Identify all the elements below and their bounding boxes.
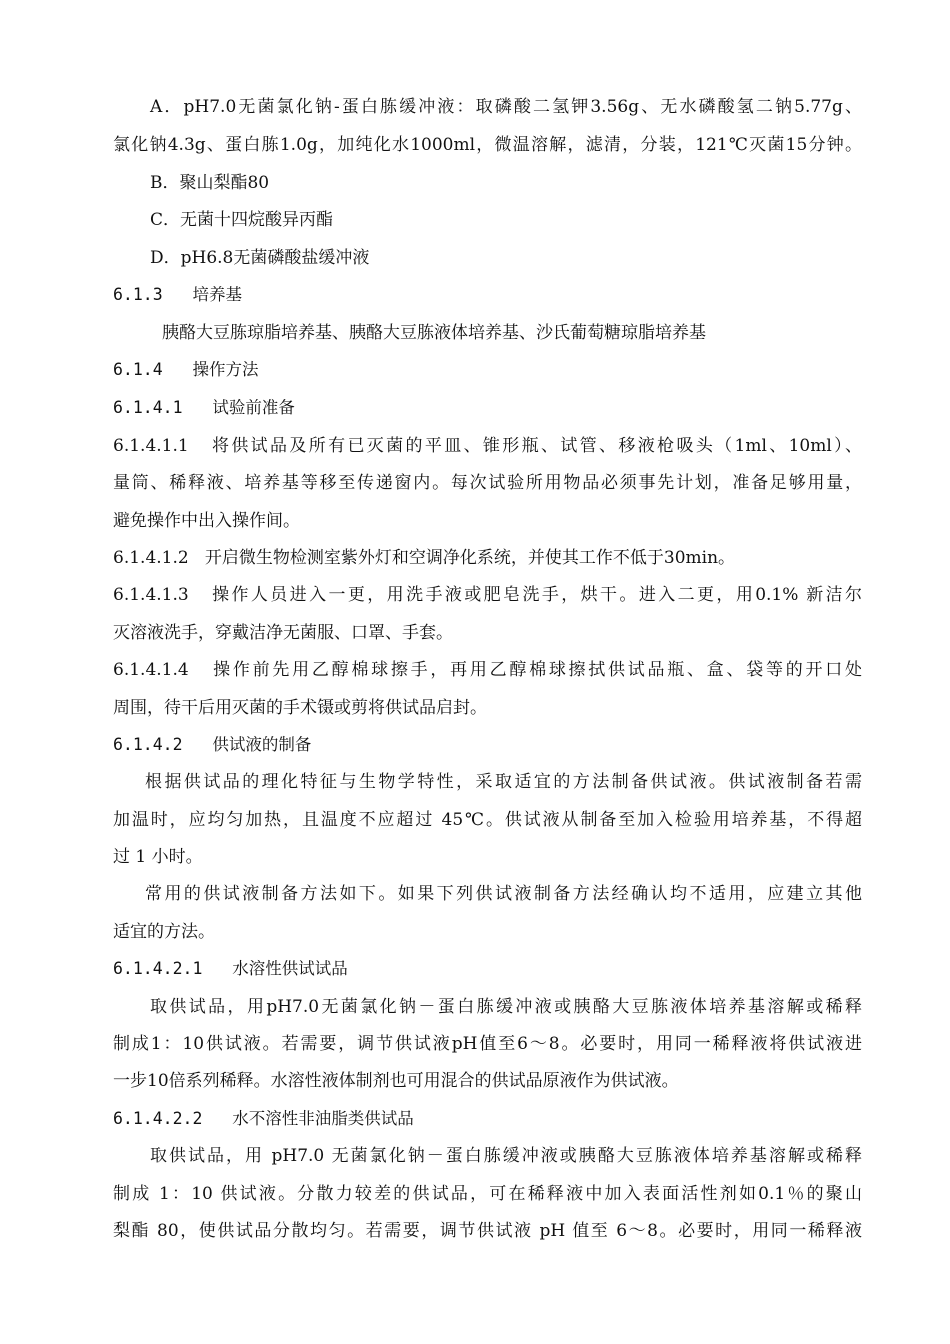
text-line: C．无菌十四烷酸异丙酯 bbox=[150, 210, 334, 230]
text-line: 取供试品，用 pH7.0 无菌氯化钠－蛋白胨缓冲液或胰酪大豆胨液体培养基溶解或稀释 bbox=[150, 1146, 862, 1166]
text-line: 6.1.4.1.4 操作前先用乙醇棉球擦手，再用乙醇棉球擦拭供试品瓶、盒、袋等的开口处 bbox=[113, 660, 862, 680]
text-line: 取供试品，用pH7.0无菌氯化钠－蛋白胨缓冲液或胰酪大豆胨液体培养基溶解或稀释 bbox=[150, 997, 862, 1017]
section-heading: 6.1.3 培养基 bbox=[113, 285, 242, 304]
section-heading: 6.1.4.2.1 水溶性供试试品 bbox=[113, 959, 348, 978]
text-line: 一步10倍系列稀释。水溶性液体制剂也可用混合的供试品原液作为供试液。 bbox=[113, 1071, 679, 1091]
text-line: 6.1.4.1.3 操作人员进入一更，用洗手液或肥皂洗手，烘干。进入二更，用0.1% 新洁尔 bbox=[113, 585, 862, 605]
text-line: D．pH6.8无菌磷酸盐缓冲液 bbox=[150, 248, 370, 268]
text-line: 周围，待干后用灭菌的手术镊或剪将供试品启封。 bbox=[113, 698, 487, 718]
text-line: 量筒、稀释液、培养基等移至传递窗内。每次试验所用物品必须事先计划，准备足够用量， bbox=[113, 473, 862, 493]
text-line: 胰酪大豆胨琼脂培养基、胰酪大豆胨液体培养基、沙氏葡萄糖琼脂培养基 bbox=[162, 323, 706, 343]
text-line: A．pH7.0无菌氯化钠-蛋白胨缓冲液：取磷酸二氢钾3.56g、无水磷酸氢二钠5.77g、 bbox=[150, 97, 862, 117]
text-line: 灭溶液洗手，穿戴洁净无菌服、口罩、手套。 bbox=[113, 623, 453, 643]
text-line: 常用的供试液制备方法如下。如果下列供试液制备方法经确认均不适用，应建立其他 bbox=[145, 884, 862, 904]
section-heading: 6.1.4.1 试验前准备 bbox=[113, 398, 295, 417]
text-line: 6.1.4.1.2 开启微生物检测室紫外灯和空调净化系统，并使其工作不低于30min。 bbox=[113, 548, 736, 568]
text-line: 避免操作中出入操作间。 bbox=[113, 511, 300, 531]
text-line: 过 1 小时。 bbox=[113, 847, 203, 867]
text-line: 制成1：10供试液。若需要，调节供试液pH值至6～8。必要时，用同一稀释液将供试液进 bbox=[113, 1034, 862, 1054]
text-line: 6.1.4.1.1 将供试品及所有已灭菌的平皿、锥形瓶、试管、移液枪吸头（1ml、10ml）、 bbox=[113, 436, 862, 456]
section-heading: 6.1.4 操作方法 bbox=[113, 360, 259, 379]
text-line: 制成 1：10 供试液。分散力较差的供试品，可在稀释液中加入表面活性剂如0.1％的聚山 bbox=[113, 1184, 862, 1204]
text-line: 根据供试品的理化特征与生物学特性，采取适宜的方法制备供试液。供试液制备若需 bbox=[145, 772, 862, 792]
section-heading: 6.1.4.2 供试液的制备 bbox=[113, 735, 312, 754]
text-line: 加温时，应均匀加热，且温度不应超过 45℃。供试液从制备至加入检验用培养基，不得超 bbox=[113, 810, 862, 830]
text-line: 梨酯 80，使供试品分散均匀。若需要，调节供试液 pH 值至 6～8。必要时，用同一稀释液 bbox=[113, 1221, 862, 1241]
text-line: 氯化钠4.3g、蛋白胨1.0g，加纯化水1000ml，微温溶解，滤清，分装，121℃灭菌15分钟。 bbox=[113, 135, 862, 155]
text-line: B．聚山梨酯80 bbox=[150, 173, 270, 193]
text-line: 适宜的方法。 bbox=[113, 922, 215, 942]
section-heading: 6.1.4.2.2 水不溶性非油脂类供试品 bbox=[113, 1109, 414, 1128]
